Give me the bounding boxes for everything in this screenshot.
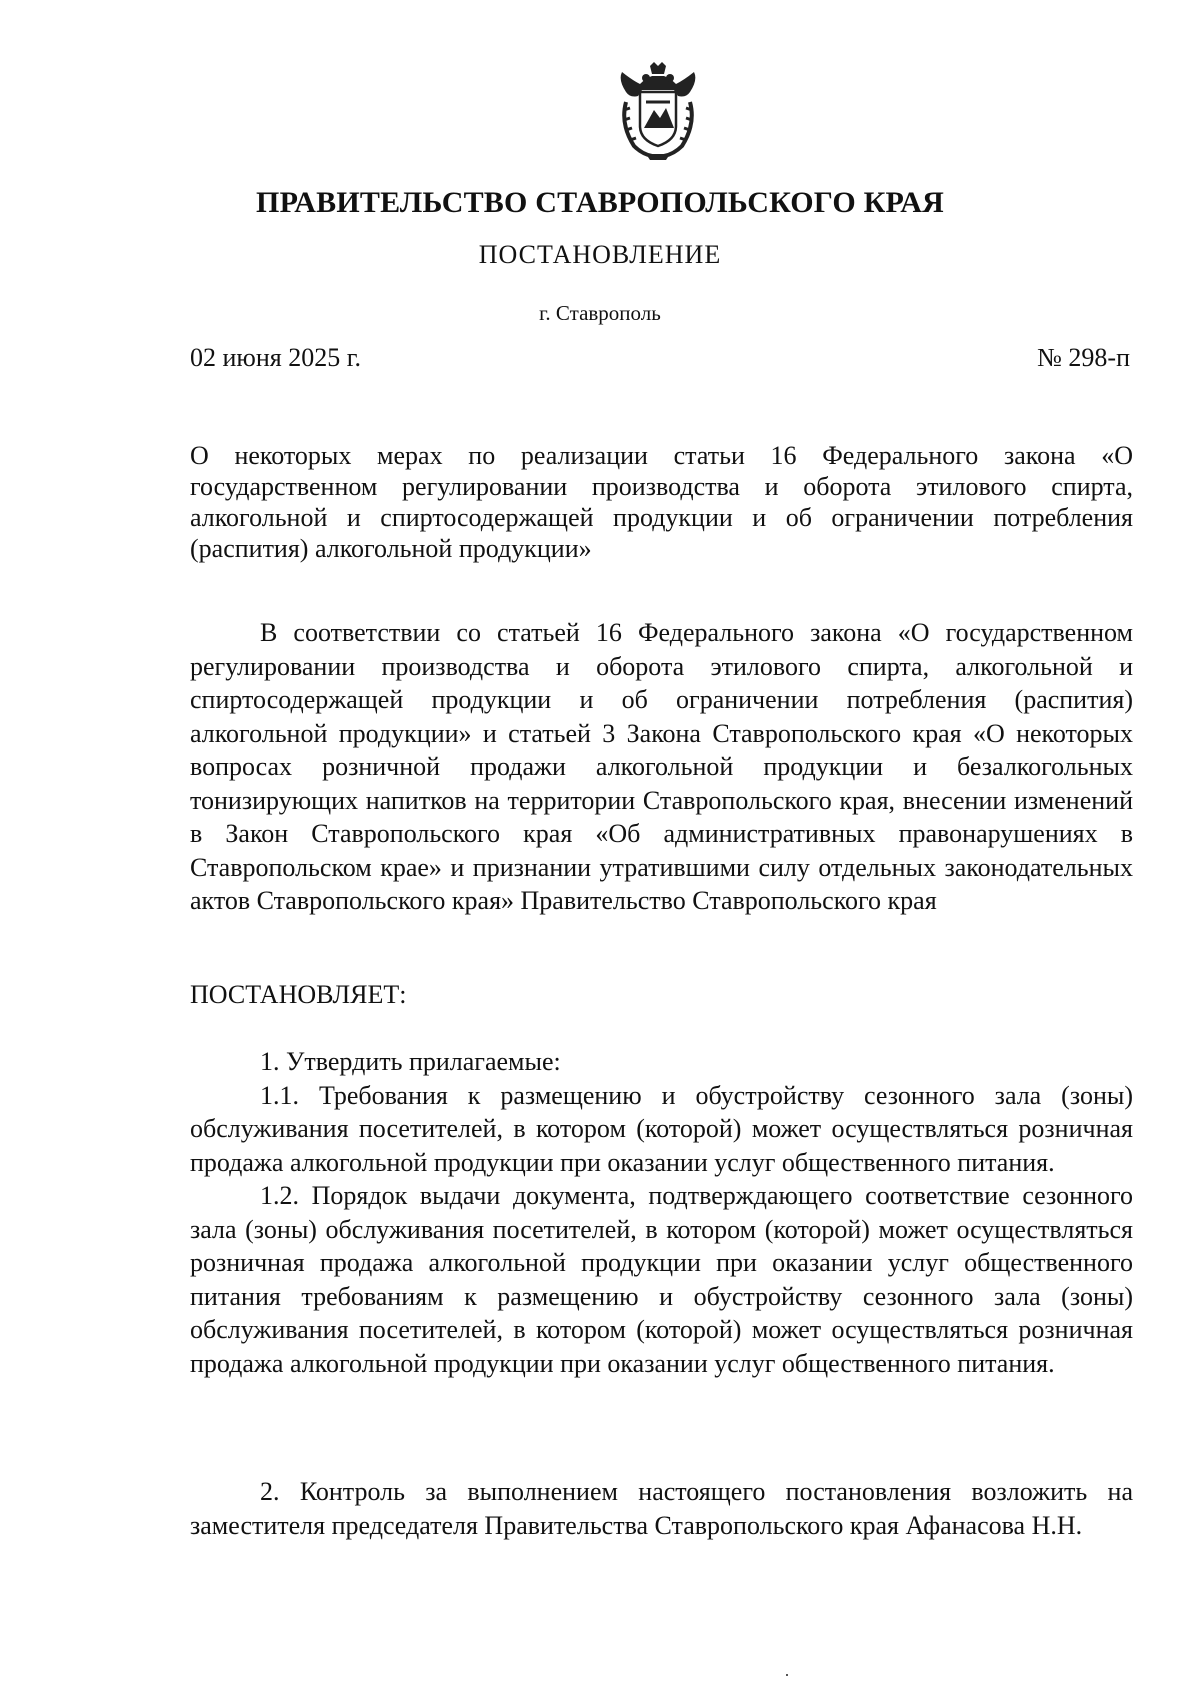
document-number: № 298-п (1037, 343, 1130, 372)
item-1-1: 1.1. Требования к размещению и обустройству сезонного зала (зоны) обслуживания посетителей, в котором (которой) может осуществляться розничная продажа алкогольной продукции при оказании услуг общественного питания. (190, 1080, 1133, 1177)
resolves-heading (190, 978, 1133, 1012)
approval-items (190, 1045, 1133, 1380)
document-type: ПОСТАНОВЛЕНИЕ (478, 240, 722, 269)
document-date: 02 июня 2025 г. (190, 343, 361, 372)
government-title: ПРАВИТЕЛЬСТВО СТАВРОПОЛЬСКОГО КРАЯ (256, 186, 944, 219)
preamble-text: В соответствии со статьей 16 Федерального закона «О государственном регулировании производства и оборота этилового спирта, алкогольной и спиртосодержащей продукции и об ограничении потребления (распития) алкогольной продукции» и статьей 3 Закона Ставропольского края «О некоторых вопросах розничной продажи алкогольной продукции и безалкогольных тонизирующих напитков на территории Ставропольского края, внесении изменений в Закон Ставропольского края «Об административных правонарушениях в Ставропольском крае» и признании утратившими силу отдельных законодательных актов Ставропольского края» Правительство Ставропольского края (190, 618, 1133, 915)
coat-of-arms-emblem (616, 62, 700, 162)
item-1: 1. Утвердить прилагаемые: (260, 1047, 561, 1076)
preamble-paragraph (190, 616, 1133, 918)
city-name: г. Ставрополь (539, 301, 661, 325)
document-subject: О некоторых мерах по реализации статьи 16 Федерального закона «О государственном регулировании производства и оборота этилового спирта, алкогольной и спиртосодержащей продукции и об ограничении потребления (распития) алкогольной продукции» (190, 441, 1133, 563)
control-item (190, 1475, 1133, 1542)
scan-speck (786, 1674, 788, 1676)
item-2: 2. Контроль за выполнением настоящего постановления возложить на заместителя председателя Правительства Ставропольского края Афанасова Н.Н. (190, 1477, 1133, 1540)
resolves-text: ПОСТАНОВЛЯЕТ: (190, 980, 407, 1009)
item-1-2: 1.2. Порядок выдачи документа, подтверждающего соответствие сезонного зала (зоны) обслуживания посетителей, в котором (которой) может осуществляться розничная продажа алкогольной продукции при оказании услуг общественного питания требованиям к размещению и обустройству сезонного зала (зоны) обслуживания посетителей, в котором (которой) может осуществляться розничная продажа алкогольной продукции при оказании услуг общественного питания. (190, 1181, 1133, 1378)
